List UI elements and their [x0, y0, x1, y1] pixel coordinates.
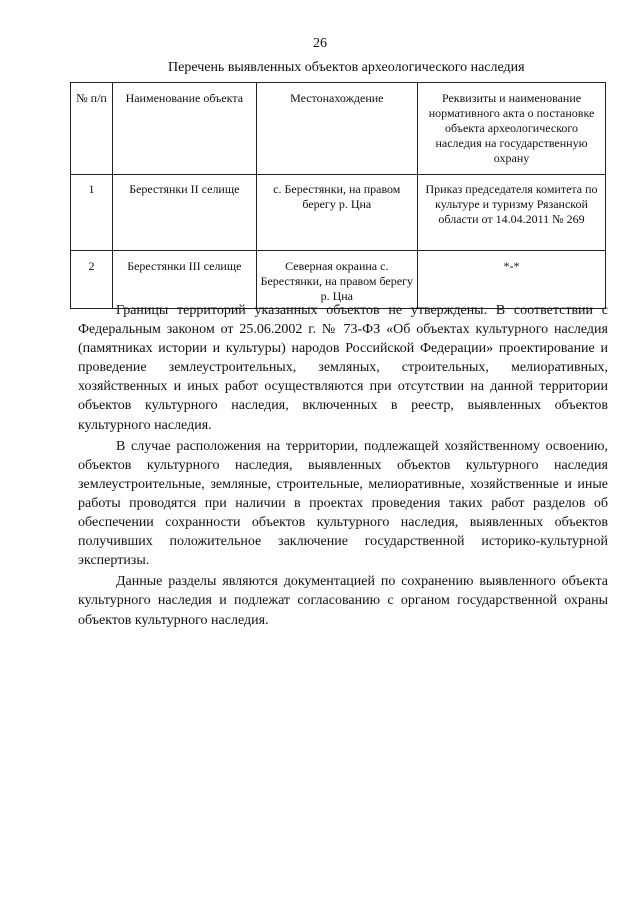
paragraph: Границы территорий указанных объектов не утверждены. В соответствии с Федеральным законом от 25.06.2002 г. № 73-ФЗ «Об объектах культурного наследия (памятниках истории и культуры) народов Российской Федерации» проектирование и проведение землеустроительных, земляных, строительных, мелиоративных, хозяйственных и иных работ осуществляются при отсутствии на данной территории объектов культурного наследия, включенных в реестр, выявленных объектов культурного наследия. [78, 303, 608, 433]
table-row [71, 175, 606, 251]
heritage-objects-table [70, 82, 606, 309]
cell-legal-act: Приказ председателя комитета по культуре и туризму Рязанской области от 14.04.2011 № 269 [418, 175, 606, 251]
table-header-row [71, 83, 606, 175]
page-number: 26 [313, 36, 327, 51]
header-location: Местонахождение [256, 83, 418, 175]
cell-number: 2 [71, 251, 113, 309]
cell-legal-act: *-* [418, 251, 606, 309]
header-object-name: Наименование объекта [113, 83, 256, 175]
document-title: Перечень выявленных объектов археологического наследия [168, 60, 525, 75]
header-legal-act: Реквизиты и наименование нормативного акта о постановке объекта археологического наследия на государственную охрану [418, 83, 606, 175]
header-number: № п/п [71, 83, 113, 175]
body-text [78, 301, 608, 632]
cell-object-name: Берестянки III селище [113, 251, 256, 309]
cell-object-name: Берестянки II селище [113, 175, 256, 251]
cell-location: с. Берестянки, на правом берегу р. Цна [256, 175, 418, 251]
cell-number: 1 [71, 175, 113, 251]
paragraph: Данные разделы являются документацией по сохранению выявленного объекта культурного наследия и подлежат согласованию с органом государственной охраны объектов культурного наследия. [78, 574, 608, 628]
table-row [71, 251, 606, 309]
cell-location: Северная окраина с. Берестянки, на правом берегу р. Цна [256, 251, 418, 309]
paragraph: В случае расположения на территории, подлежащей хозяйственному освоению, объектов культурного наследия, выявленных объектов культурного наследия землеустроительные, земляные, строительные, мелиоративные, хозяйственные и иные работы проводятся при наличии в проектах проведения таких работ разделов об обеспечении сохранности объектов культурного наследия, выявленных объектов получивших положительное заключение государственной историко-культурной экспертизы. [78, 438, 608, 569]
